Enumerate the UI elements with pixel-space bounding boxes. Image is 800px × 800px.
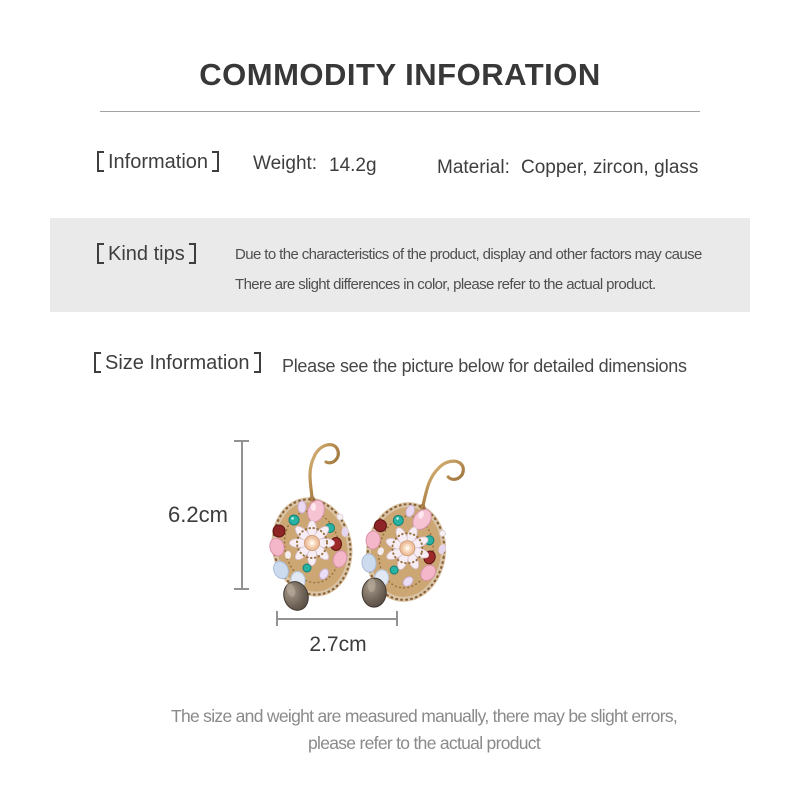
- earring-left-illustration: [262, 445, 361, 614]
- title-divider: [100, 111, 700, 112]
- height-dimension-cap-top: [234, 440, 249, 442]
- left-bracket-icon: [97, 243, 104, 264]
- footer-line2: please refer to the actual product: [307, 733, 541, 753]
- size-information-label: [94, 352, 261, 375]
- right-bracket-icon: [189, 243, 196, 264]
- material-value: Copper, zircon, glass: [521, 157, 699, 178]
- width-dimension-value: 2.7cm: [309, 633, 367, 656]
- information-label: [97, 151, 219, 174]
- weight-label: Weight:: [253, 153, 318, 174]
- size-information-label-text: Size Information: [105, 352, 250, 374]
- page-title: COMMODITY INFORATION: [199, 57, 601, 92]
- kind-tips-text-line1: Due to the characteristics of the product, display and other factors may cause: [235, 246, 702, 263]
- kind-tips-label-text: Kind tips: [108, 243, 185, 265]
- product-image-earrings: [248, 427, 480, 627]
- right-bracket-icon: [212, 151, 219, 172]
- height-dimension-value: 6.2cm: [168, 502, 228, 527]
- earring-right-illustration: [337, 439, 480, 627]
- material-label: Material:: [437, 157, 510, 178]
- height-dimension-cap-bottom: [234, 588, 249, 590]
- left-bracket-icon: [94, 352, 101, 373]
- size-note: Please see the picture below for detailed dimensions: [282, 356, 687, 376]
- left-bracket-icon: [97, 151, 104, 172]
- kind-tips-label: [97, 243, 196, 266]
- footer-disclaimer: [48, 703, 800, 757]
- kind-tips-text-line2: There are slight differences in color, please refer to the actual product.: [235, 276, 656, 293]
- height-dimension-line: [241, 441, 243, 589]
- information-label-text: Information: [108, 151, 209, 173]
- footer-line1: The size and weight are measured manually, there may be slight errors,: [170, 706, 678, 726]
- right-bracket-icon: [254, 352, 261, 373]
- weight-value: 14.2g: [329, 155, 377, 176]
